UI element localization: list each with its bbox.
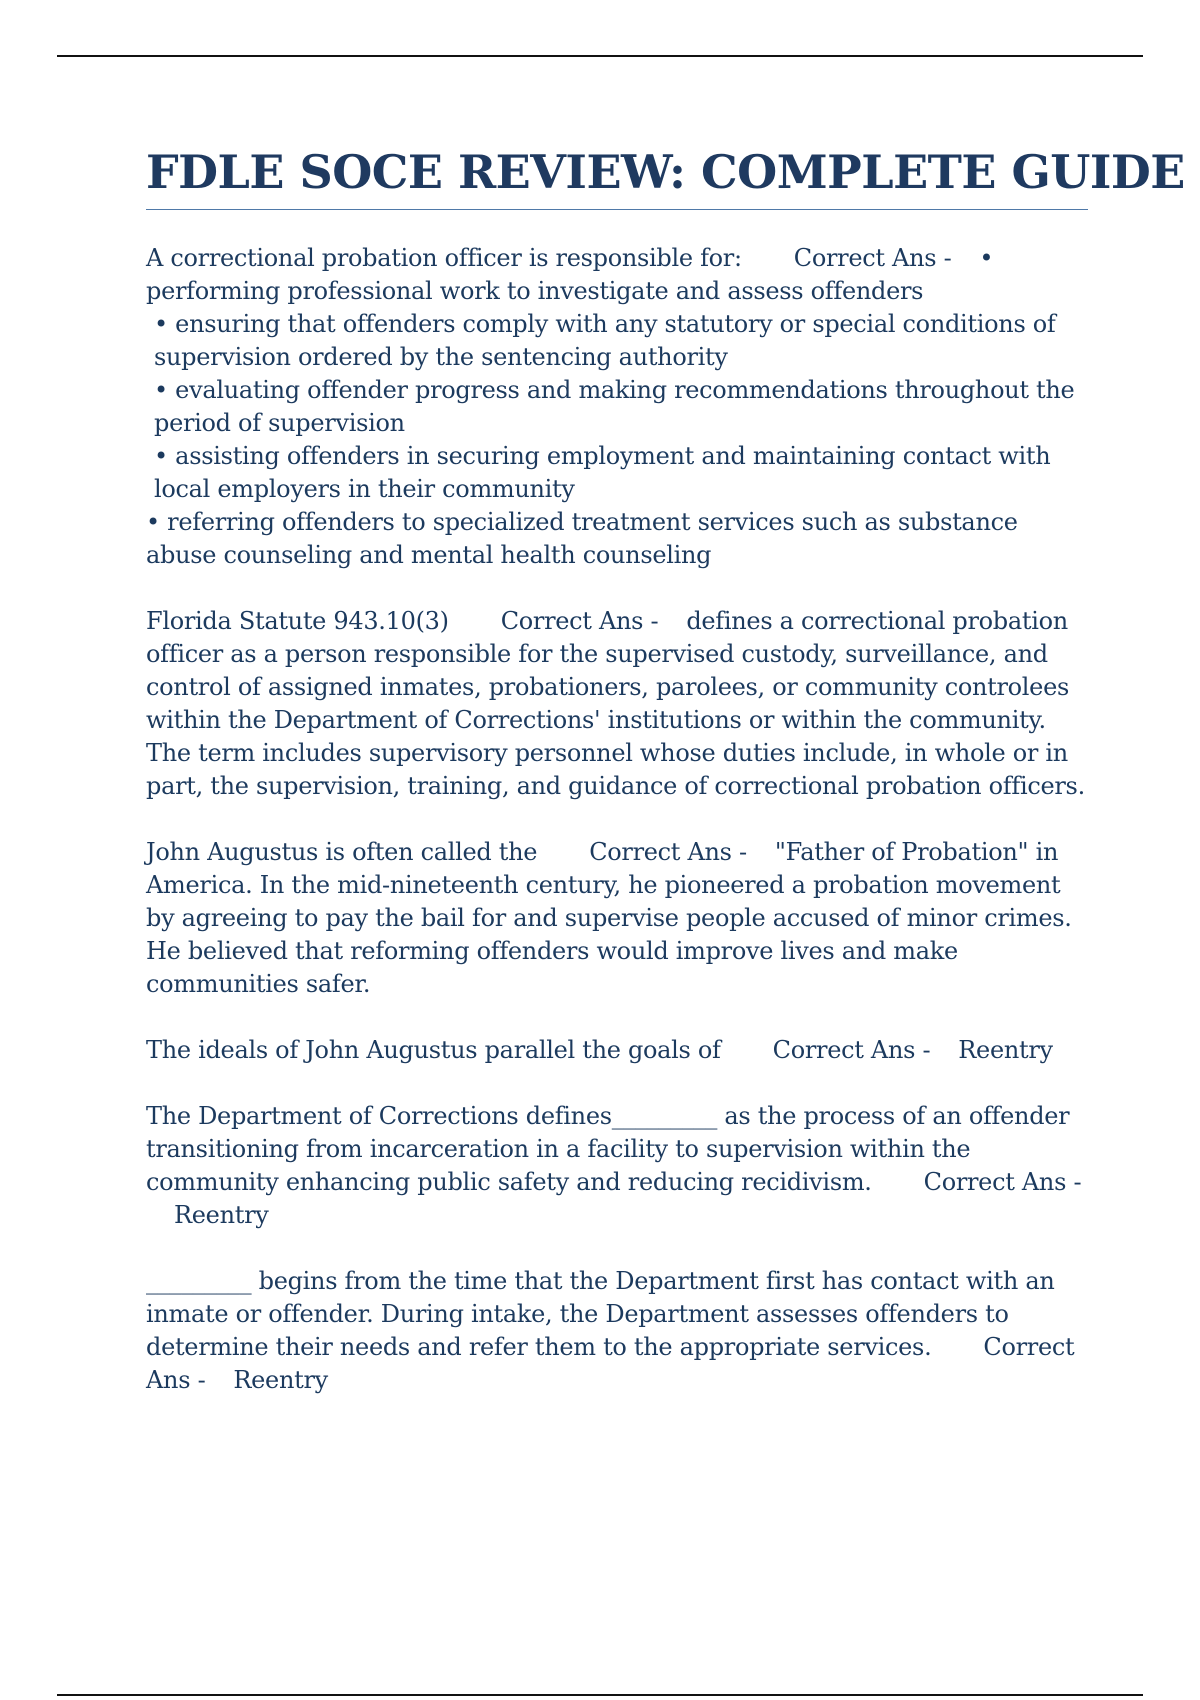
question-text: The ideals of John Augustus parallel the goals of [146,1036,721,1064]
answer-text: "Father of Probation" in America. In the mid-nineteenth century, he pioneered a probation movement by agreeing to pay the bail for and supervise people accused of minor crimes. He believed that reforming offenders would improve lives and make communities safer. [146,838,1072,998]
answer-label: Correct Ans [500,607,644,635]
answer-bullet: • ensuring that offenders comply with any statutory or special conditions of supervision ordered by the sentencing authority [154,310,1056,371]
answer-separator: - [943,244,952,272]
question-text: A correctional probation officer is responsible for: [146,244,742,272]
answer-text: Reentry [958,1036,1053,1064]
question-text: The Department of Corrections defines_________ as the process of an offender transitioning from incarceration in a facility to supervision within the community enhancing public safety and reducing recidivism. [146,1102,1070,1196]
question-text: _________ begins from the time that the Department first has contact with an inmate or offender. During intake, the Department assesses offenders to determine their needs and refer them to the appropriate services. [146,1267,1055,1361]
answer-bullet: • referring offenders to specialized treatment services such as substance abuse counseling and mental health counseling [146,508,1018,569]
answer-separator: - [1073,1168,1082,1196]
answer-separator: - [922,1036,931,1064]
qa-item [146,605,1088,803]
qa-list [146,242,1088,1397]
answer-text: defines a correctional probation officer as a person responsible for the supervised custody, surveillance, and control of assigned inmates, probationers, parolees, or community controlees within the Department of Corrections' institutions or within the community. The term includes supervisory personnel whose duties include, in whole or in part, the supervision, training, and guidance of correctional probation officers. [146,607,1085,800]
top-rule [57,55,1143,57]
answer-bullet-marker: • [979,244,994,272]
answer-separator: - [650,607,659,635]
answer-label: Correct Ans [146,1333,1075,1394]
answer-label: Correct Ans [923,1168,1067,1196]
answer-separator: - [739,838,747,866]
answer-label: Correct Ans [772,1036,916,1064]
qa-item [146,1034,1088,1067]
qa-item [146,836,1088,1001]
answer-label: Correct Ans [793,244,937,272]
answer-separator: - [197,1366,206,1394]
answer-bullet: • assisting offenders in securing employment and maintaining contact with local employers in their community [154,442,1051,503]
question-text: John Augustus is often called the [146,838,538,866]
answer-bullet: • evaluating offender progress and making recommendations throughout the period of supervision [154,376,1075,437]
qa-item [146,1265,1088,1397]
question-text: Florida Statute 943.10(3) [146,607,449,635]
qa-item [146,242,1088,572]
document-body [146,145,1185,1430]
answer-text: Reentry [233,1366,328,1394]
qa-item [146,1100,1088,1232]
answer-text: Reentry [174,1201,269,1229]
page-title: FDLE SOCE REVIEW: COMPLETE GUIDE [146,145,1088,210]
bottom-rule [57,1694,1143,1696]
answer-text: performing professional work to investigate and assess offenders [146,277,924,305]
answer-label: Correct Ans [589,838,732,866]
